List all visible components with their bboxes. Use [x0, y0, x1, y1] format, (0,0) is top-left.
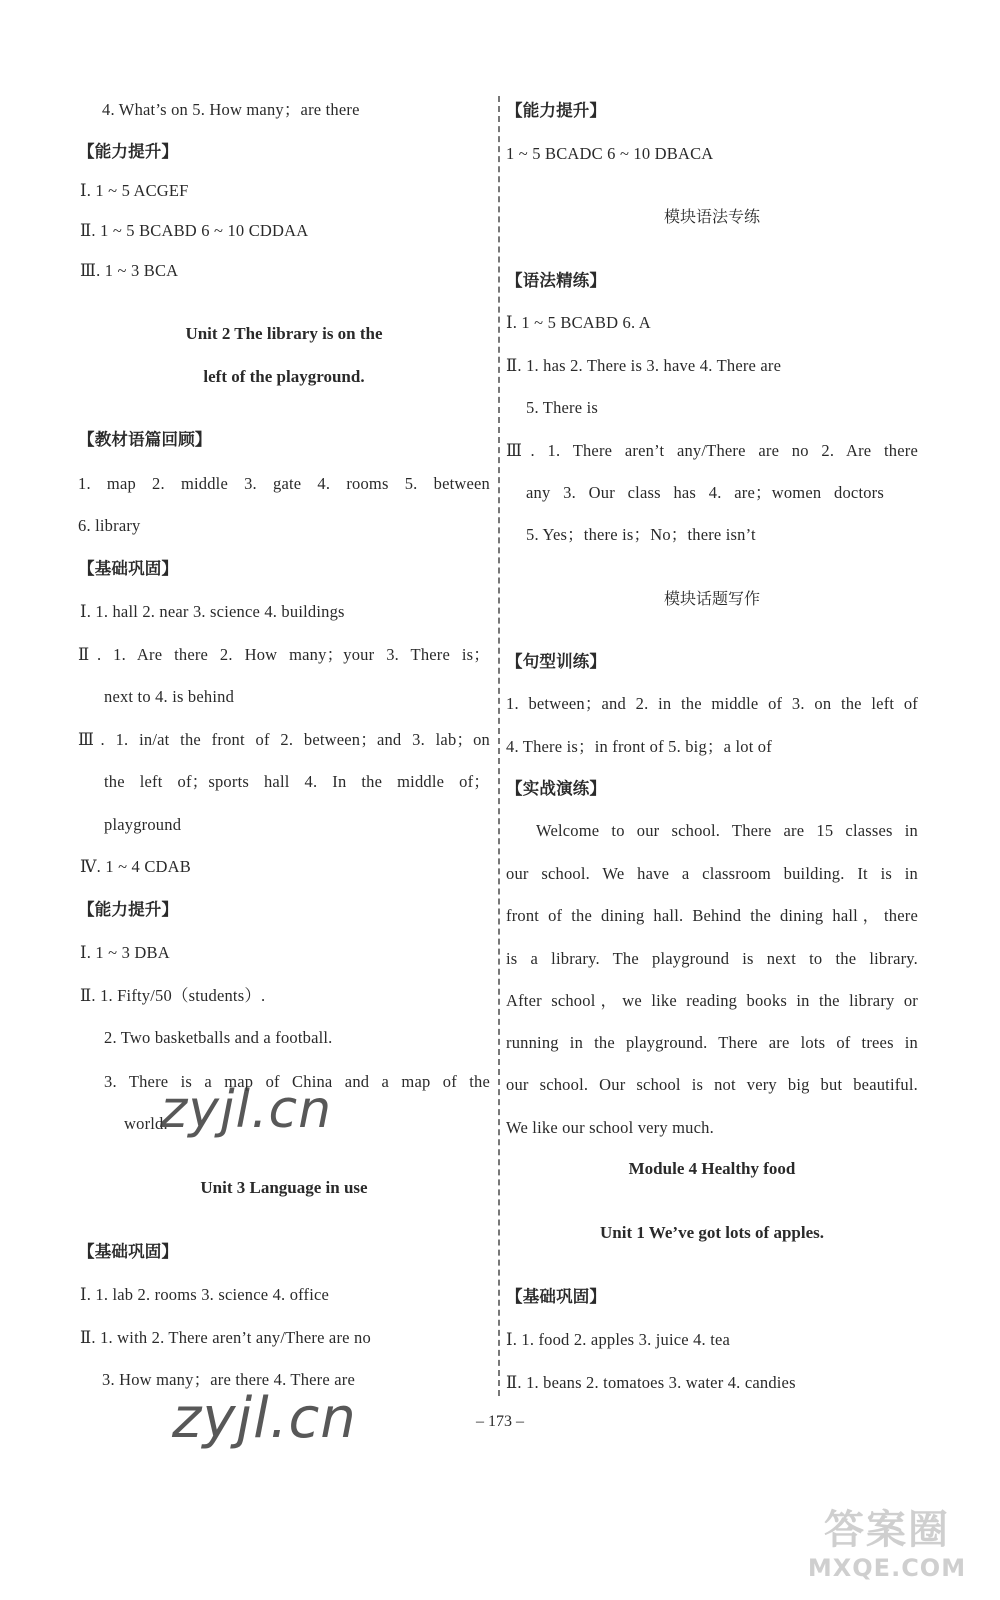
answer-line: 2. Two basketballs and a football.: [104, 1028, 333, 1047]
answer-line: 5. Yes；there is；No；there isn’t: [526, 525, 756, 544]
answer-line: Ⅰ. 1. food 2. apples 3. juice 4. tea: [506, 1330, 731, 1349]
column-divider: [498, 96, 500, 1396]
section-heading: 【语法精练】: [506, 271, 607, 290]
answer-line: Ⅱ. 1. Fifty/50（students）.: [80, 986, 266, 1005]
answer-line: Ⅱ. 1. beans 2. tomatoes 3. water 4. candies: [506, 1373, 796, 1392]
answer-line: Ⅳ. 1 ~ 4 CDAB: [80, 857, 191, 876]
answer-line: 1 ~ 5 BCADC 6 ~ 10 DBACA: [506, 144, 714, 163]
answer-line: Ⅰ. 1. hall 2. near 3. science 4. buildings: [80, 602, 345, 621]
section-heading: 【能力提升】: [506, 101, 607, 120]
answer-line: playground: [104, 815, 182, 834]
logo-text-bottom: MXQE.COM: [807, 1554, 967, 1582]
answer-line: the left of；sports hall 4. In the middle of；: [104, 772, 490, 791]
answer-line: Ⅰ. 1 ~ 5 BCABD 6. A: [506, 313, 651, 332]
section-title: 模块语法专练: [663, 207, 760, 226]
unit-title: Unit 2 The library is on the: [185, 324, 383, 343]
essay-line: our school. We have a classroom building. It is in: [506, 864, 918, 883]
answer-line: world.: [124, 1114, 168, 1133]
answer-line: 6. library: [78, 516, 141, 535]
answer-line: Ⅰ. 1 ~ 5 ACGEF: [80, 181, 189, 200]
page-number: – 173 –: [476, 1413, 524, 1430]
answer-line: Ⅲ. 1. in/at the front of 2. between；and 3. lab；on: [78, 730, 490, 749]
essay-line: After school，we like reading books in the library or: [506, 991, 918, 1010]
answer-line: 5. There is: [526, 398, 599, 417]
section-heading: 【实战演练】: [506, 779, 607, 798]
answer-line: Ⅰ. 1 ~ 3 DBA: [80, 943, 170, 962]
essay-line: Welcome to our school. There are 15 classes in: [536, 821, 918, 840]
section-heading: 【基础巩固】: [78, 1242, 179, 1261]
section-heading: 【能力提升】: [78, 142, 179, 161]
essay-line: our school. Our school is not very big but beautiful.: [506, 1075, 918, 1094]
answer-line: 3. How many；are there 4. There are: [102, 1370, 355, 1389]
answer-line: any 3. Our class has 4. are；women doctors: [526, 483, 884, 502]
answer-line: 1. between；and 2. in the middle of 3. on the left of: [506, 694, 918, 713]
answer-line: Ⅲ. 1 ~ 3 BCA: [80, 261, 179, 280]
site-logo: [802, 1506, 972, 1586]
watermark: zyjl.cn: [160, 1080, 333, 1140]
unit-title: Unit 1 We’ve got lots of apples.: [600, 1223, 824, 1242]
essay-line: is a library. The playground is next to the library.: [506, 949, 918, 968]
section-heading: 【能力提升】: [78, 900, 179, 919]
answer-line: 3. There is a map of China and a map of the: [104, 1072, 490, 1091]
answer-line: Ⅱ. 1. Are there 2. How many；your 3. There is；: [78, 645, 490, 664]
watermark: zyjl.cn: [172, 1386, 357, 1451]
answer-line: Ⅰ. 1. lab 2. rooms 3. science 4. office: [80, 1285, 330, 1304]
answer-line: 4. What’s on 5. How many；are there: [102, 100, 360, 119]
section-heading: 【句型训练】: [506, 652, 607, 671]
section-heading: 【基础巩固】: [78, 559, 179, 578]
answer-line: 4. There is；in front of 5. big；a lot of: [506, 737, 772, 756]
section-title: 模块话题写作: [663, 589, 760, 608]
answer-line: Ⅱ. 1 ~ 5 BCABD 6 ~ 10 CDDAA: [80, 221, 309, 240]
section-heading: 【基础巩固】: [506, 1287, 607, 1306]
logo-text-top: 答案圈: [824, 1507, 950, 1553]
essay-line: running in the playground. There are lots of trees in: [506, 1033, 918, 1052]
section-heading: 【教材语篇回顾】: [78, 430, 212, 449]
module-title: Module 4 Healthy food: [628, 1159, 796, 1178]
unit-title: Unit 3 Language in use: [200, 1178, 368, 1197]
answer-line: Ⅱ. 1. has 2. There is 3. have 4. There are: [506, 356, 782, 375]
essay-line: We like our school very much.: [506, 1118, 714, 1137]
answer-line: 1. map 2. middle 3. gate 4. rooms 5. between: [78, 474, 490, 493]
answer-line: Ⅱ. 1. with 2. There aren’t any/There are no: [80, 1328, 371, 1347]
essay-line: front of the dining hall. Behind the dining hall，there: [506, 906, 918, 925]
unit-title: left of the playground.: [203, 367, 365, 386]
answer-line: Ⅲ. 1. There aren’t any/There are no 2. Are there: [506, 441, 918, 460]
answer-line: next to 4. is behind: [104, 687, 235, 706]
